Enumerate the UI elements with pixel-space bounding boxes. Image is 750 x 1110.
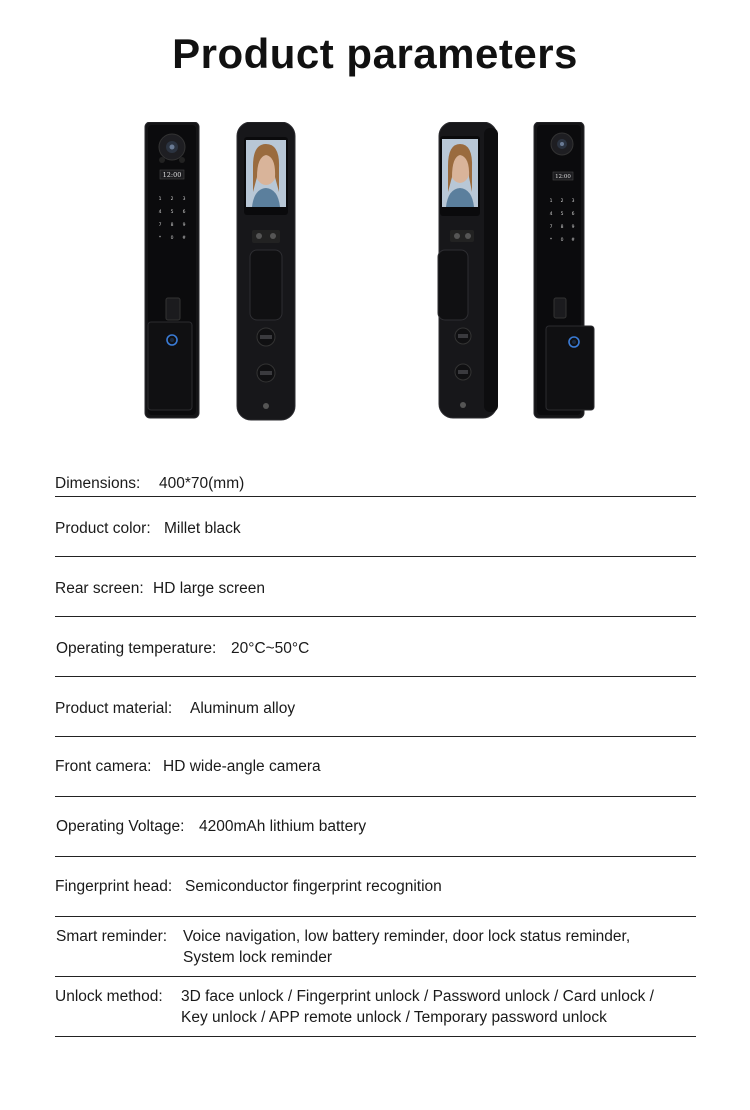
param-value: 3D face unlock / Fingerprint unlock / Password unlock / Card unlock / (181, 988, 654, 1005)
param-row-front-camera (55, 737, 696, 797)
param-value: 20°C~50°C (231, 640, 310, 657)
svg-text:8: 8 (560, 225, 564, 230)
svg-text:0: 0 (170, 236, 174, 241)
param-row-fingerprint-head (55, 857, 696, 917)
param-value: Aluminum alloy (190, 700, 296, 717)
svg-text:3: 3 (182, 197, 186, 202)
svg-text:8: 8 (170, 223, 174, 228)
front-panel-front-view-image (143, 122, 201, 420)
svg-text:#: # (571, 238, 575, 243)
svg-text:*: * (158, 236, 162, 241)
svg-text:3: 3 (571, 199, 575, 204)
param-row-dimensions (55, 452, 696, 497)
svg-text:5: 5 (170, 210, 174, 215)
svg-text:6: 6 (182, 210, 186, 215)
svg-text:6: 6 (571, 212, 575, 217)
param-value-continued: System lock reminder (183, 949, 333, 966)
svg-text:5: 5 (560, 212, 564, 217)
svg-text:1: 1 (549, 199, 553, 204)
param-value: Voice navigation, low battery reminder, door lock status reminder, (183, 928, 631, 945)
page-title: Product parameters (172, 30, 578, 77)
param-label: Product color: (55, 520, 151, 537)
svg-text:*: * (549, 238, 553, 243)
param-label: Smart reminder: (56, 928, 168, 945)
param-row-rear-screen (55, 557, 696, 617)
rear-panel-front-view-image (236, 122, 296, 422)
param-value: HD large screen (153, 580, 265, 597)
param-value: Millet black (164, 520, 241, 537)
param-value: HD wide-angle camera (163, 758, 321, 775)
svg-text:12:00: 12:00 (162, 171, 182, 179)
param-label: Rear screen: (55, 580, 144, 597)
svg-text:12:00: 12:00 (555, 174, 571, 180)
param-label: Unlock method: (55, 988, 163, 1005)
svg-text:7: 7 (549, 225, 553, 230)
rear-panel-angled-view-image (436, 122, 502, 420)
param-value: 400*70(mm) (159, 475, 245, 492)
svg-text:7: 7 (158, 223, 162, 228)
param-label: Operating Voltage: (56, 818, 185, 835)
parameter-list (55, 452, 696, 1037)
param-label: Product material: (55, 700, 173, 717)
svg-text:4: 4 (158, 210, 162, 215)
param-value: 4200mAh lithium battery (199, 818, 367, 835)
svg-text:0: 0 (560, 238, 564, 243)
svg-text:#: # (182, 236, 186, 241)
svg-text:9: 9 (182, 223, 186, 228)
svg-text:2: 2 (560, 199, 564, 204)
param-row-product-material (55, 677, 696, 737)
param-row-unlock-method (55, 977, 696, 1037)
param-value: Semiconductor fingerprint recognition (185, 878, 442, 895)
param-label: Fingerprint head: (55, 878, 173, 895)
svg-text:2: 2 (170, 197, 174, 202)
svg-text:9: 9 (571, 225, 575, 230)
param-label: Front camera: (55, 758, 152, 775)
svg-text:1: 1 (158, 197, 162, 202)
param-value-continued: Key unlock / APP remote unlock / Temporary password unlock (181, 1009, 607, 1026)
param-label: Operating temperature: (56, 640, 217, 657)
param-label: Dimensions: (55, 475, 141, 492)
front-panel-angled-view-image (532, 122, 596, 420)
param-row-smart-reminder (55, 917, 696, 977)
param-row-product-color (55, 497, 696, 557)
product-images (0, 118, 750, 428)
svg-text:4: 4 (549, 212, 553, 217)
param-row-operating-voltage (55, 797, 696, 857)
param-row-operating-temperature (55, 617, 696, 677)
